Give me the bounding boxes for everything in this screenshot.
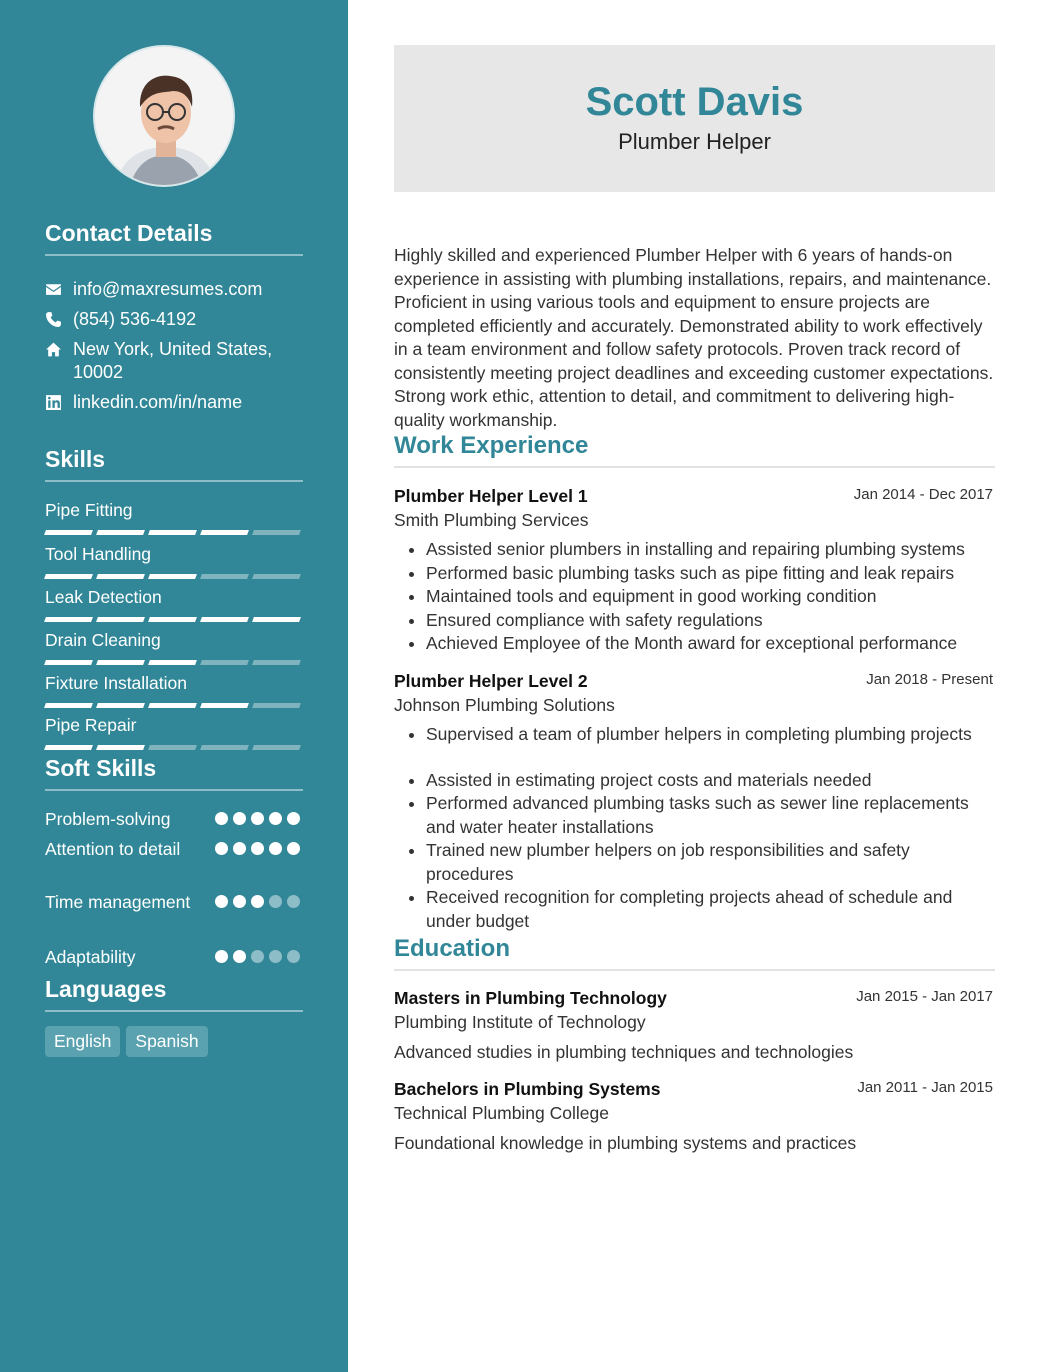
bullet-item: • Supervised a team of plumber helpers in completing plumbing projects	[426, 723, 995, 747]
bullet-item: • Maintained tools and equipment in good working condition	[426, 585, 995, 609]
skill-level-bar	[45, 530, 303, 535]
bullet-item: • Performed advanced plumbing tasks such as sewer line replacements and water heater installations	[426, 792, 995, 839]
skill-item	[45, 714, 303, 750]
home-icon	[45, 338, 73, 361]
skill-item	[45, 672, 303, 708]
person-name: Scott Davis	[585, 80, 804, 124]
bullet-item: • Achieved Employee of the Month award for exceptional performance	[426, 632, 995, 656]
soft-skill-level-dots	[215, 895, 305, 918]
skill-item	[45, 629, 303, 665]
education-school: Plumbing Institute of Technology	[394, 1012, 646, 1032]
education-school: Technical Plumbing College	[394, 1103, 609, 1123]
contact-linkedin-text: linkedin.com/in/name	[73, 392, 243, 412]
skill-name: Fixture Installation	[45, 673, 188, 693]
contact-phone[interactable]	[45, 308, 303, 331]
soft-skill-name: Problem-solving	[45, 809, 171, 829]
education-degree: Bachelors in Plumbing Systems	[394, 1079, 661, 1099]
education-entry	[394, 1077, 995, 1155]
job-title: Plumber Helper	[618, 129, 771, 154]
summary-text: Highly skilled and experienced Plumber Helper with 6 years of hands-on experience in assisting with plumbing installations, repairs, and maintenance. Proficient in using various tools and equipment to ensure projects are completed efficiently and accurately. Demonstrated ability to work effectively in a team environment and follow safety protocols. Proven track record of consistently meeting project deadlines and exceeding customer expectations. Strong work ethic, attention to detail, and commitment to delivering high-quality workmanship.	[394, 245, 994, 430]
avatar	[93, 45, 235, 187]
job-entry-bullets	[394, 723, 995, 933]
skill-name: Drain Cleaning	[45, 630, 161, 650]
contact-heading: Contact Details	[45, 220, 303, 256]
skill-item	[45, 543, 303, 579]
education-heading: Education	[394, 935, 995, 971]
skills-heading: Skills	[45, 446, 303, 482]
education-dates: Jan 2011 - Jan 2015	[857, 1079, 993, 1096]
soft-skill-level-dots	[215, 950, 305, 973]
languages-list	[45, 1026, 208, 1057]
skill-item	[45, 499, 303, 535]
envelope-icon	[45, 278, 73, 301]
education-description: Advanced studies in plumbing techniques and technologies	[394, 1042, 854, 1062]
contact-address	[45, 338, 303, 384]
profile-photo	[95, 47, 235, 187]
phone-icon	[45, 308, 73, 331]
sidebar	[0, 0, 348, 1372]
skill-name: Pipe Fitting	[45, 500, 133, 520]
job-entry-title: Plumber Helper Level 2	[394, 671, 588, 691]
skill-name: Leak Detection	[45, 587, 162, 607]
skill-level-bar	[45, 660, 303, 665]
language-badge: English	[45, 1026, 120, 1057]
name-header	[394, 45, 995, 192]
contact-address-text: New York, United States, 10002	[73, 339, 273, 382]
skill-name: Pipe Repair	[45, 715, 137, 735]
education-entry	[394, 986, 995, 1064]
skill-level-bar	[45, 617, 303, 622]
contact-phone-text: (854) 536-4192	[73, 309, 197, 329]
bullet-item: • Received recognition for completing projects ahead of schedule and under budget	[426, 886, 995, 933]
skill-level-bar	[45, 574, 303, 579]
language-badge: Spanish	[126, 1026, 207, 1057]
skill-name: Tool Handling	[45, 544, 152, 564]
soft-skill-name: Time management	[45, 892, 191, 912]
job-entry	[394, 669, 995, 933]
job-entry	[394, 484, 995, 656]
job-entry-dates: Jan 2018 - Present	[866, 671, 993, 688]
skill-level-bar	[45, 745, 303, 750]
job-entry-dates: Jan 2014 - Dec 2017	[853, 486, 993, 503]
contact-email-text: info@maxresumes.com	[73, 279, 263, 299]
bullet-item: • Assisted senior plumbers in installing and repairing plumbing systems	[426, 538, 995, 562]
work-experience-heading: Work Experience	[394, 432, 995, 468]
job-entry-company: Smith Plumbing Services	[394, 510, 589, 530]
soft-skills-heading: Soft Skills	[45, 755, 303, 791]
contact-email[interactable]	[45, 278, 303, 301]
bullet-item: • Trained new plumber helpers on job responsibilities and safety procedures	[426, 839, 995, 886]
soft-skill-name: Attention to detail	[45, 839, 181, 859]
job-entry-bullets	[394, 538, 995, 656]
job-entry-title: Plumber Helper Level 1	[394, 486, 588, 506]
education-dates: Jan 2015 - Jan 2017	[856, 988, 993, 1005]
contact-linkedin[interactable]	[45, 391, 303, 414]
languages-heading: Languages	[45, 976, 303, 1012]
bullet-item: • Performed basic plumbing tasks such as pipe fitting and leak repairs	[426, 562, 995, 586]
education-degree: Masters in Plumbing Technology	[394, 988, 667, 1008]
soft-skill-level-dots	[215, 842, 305, 865]
bullet-item: • Ensured compliance with safety regulations	[426, 609, 995, 633]
soft-skill-name: Adaptability	[45, 947, 136, 967]
education-description: Foundational knowledge in plumbing systems and practices	[394, 1133, 857, 1153]
skill-item	[45, 586, 303, 622]
soft-skill-level-dots	[215, 812, 305, 835]
bullet-item: • Assisted in estimating project costs and materials needed	[426, 769, 995, 793]
linkedin-icon	[45, 391, 73, 414]
skill-level-bar	[45, 703, 303, 708]
job-entry-company: Johnson Plumbing Solutions	[394, 695, 615, 715]
